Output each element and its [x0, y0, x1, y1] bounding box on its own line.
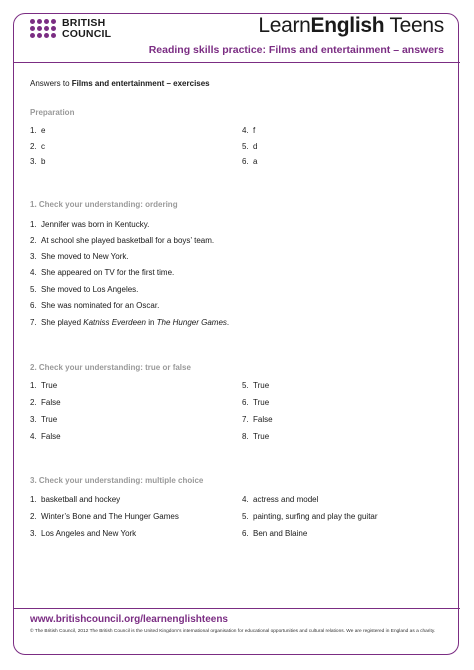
list-item: 1. True	[30, 381, 58, 390]
list-item: 4. False	[30, 432, 61, 441]
list-item: 6. a	[242, 157, 258, 166]
list-item: 3. She moved to New York.	[30, 252, 129, 261]
section-title-true-false: 2. Check your understanding: true or false	[30, 363, 191, 372]
list-item: 5. painting, surfing and play the guitar	[242, 512, 378, 521]
intro-line: Answers to Films and entertainment – exercises	[30, 79, 210, 88]
list-item: 1. Jennifer was born in Kentucky.	[30, 220, 150, 229]
footer-copyright: © The British Council, 2012 The British Council is the United Kingdom’s international organisation for educational opportunities and cultural relations. We are registered in England as a charity.	[30, 629, 436, 634]
list-item: 3. Los Angeles and New York	[30, 529, 137, 538]
list-item: 6. Ben and Blaine	[242, 529, 308, 538]
list-item: 2. Winter’s Bone and The Hunger Games	[30, 512, 179, 521]
section-title-preparation: Preparation	[30, 108, 75, 117]
footer-url-link[interactable]: www.britishcouncil.org/learnenglishteens	[30, 614, 228, 625]
list-item: 7. False	[242, 415, 273, 424]
list-item: 2. c	[30, 142, 45, 151]
section-title-multiple-choice: 3. Check your understanding: multiple choice	[30, 476, 204, 485]
list-item: 8. True	[242, 432, 270, 441]
british-council-logo	[30, 18, 111, 39]
list-item: 7. She played Katniss Everdeen in The Hunger Games.	[30, 318, 230, 327]
list-item: 5. d	[242, 142, 258, 151]
list-item: 4. actress and model	[242, 495, 319, 504]
page-subtitle: Reading skills practice: Films and entertainment – answers	[148, 44, 444, 56]
list-item: 4. She appeared on TV for the first time.	[30, 268, 175, 277]
header-divider	[14, 62, 460, 63]
list-item: 3. True	[30, 415, 58, 424]
list-item: 5. True	[242, 381, 270, 390]
list-item: 3. b	[30, 157, 46, 166]
section-title-ordering: 1. Check your understanding: ordering	[30, 200, 178, 209]
list-item: 2. False	[30, 398, 61, 407]
list-item: 5. She moved to Los Angeles.	[30, 285, 139, 294]
page-frame	[13, 13, 459, 655]
list-item: 6. True	[242, 398, 270, 407]
footer-divider	[14, 608, 460, 609]
list-item: 6. She was nominated for an Oscar.	[30, 301, 160, 310]
learnenglish-teens-brand: LearnEnglish Teens	[258, 14, 444, 37]
logo-dots-icon	[30, 19, 56, 38]
list-item: 2. At school she played basketball for a boys’ team.	[30, 236, 215, 245]
list-item: 4. f	[242, 126, 256, 135]
logo-text: BRITISH COUNCIL	[62, 17, 112, 40]
list-item: 1. basketball and hockey	[30, 495, 121, 504]
list-item: 1. e	[30, 126, 46, 135]
